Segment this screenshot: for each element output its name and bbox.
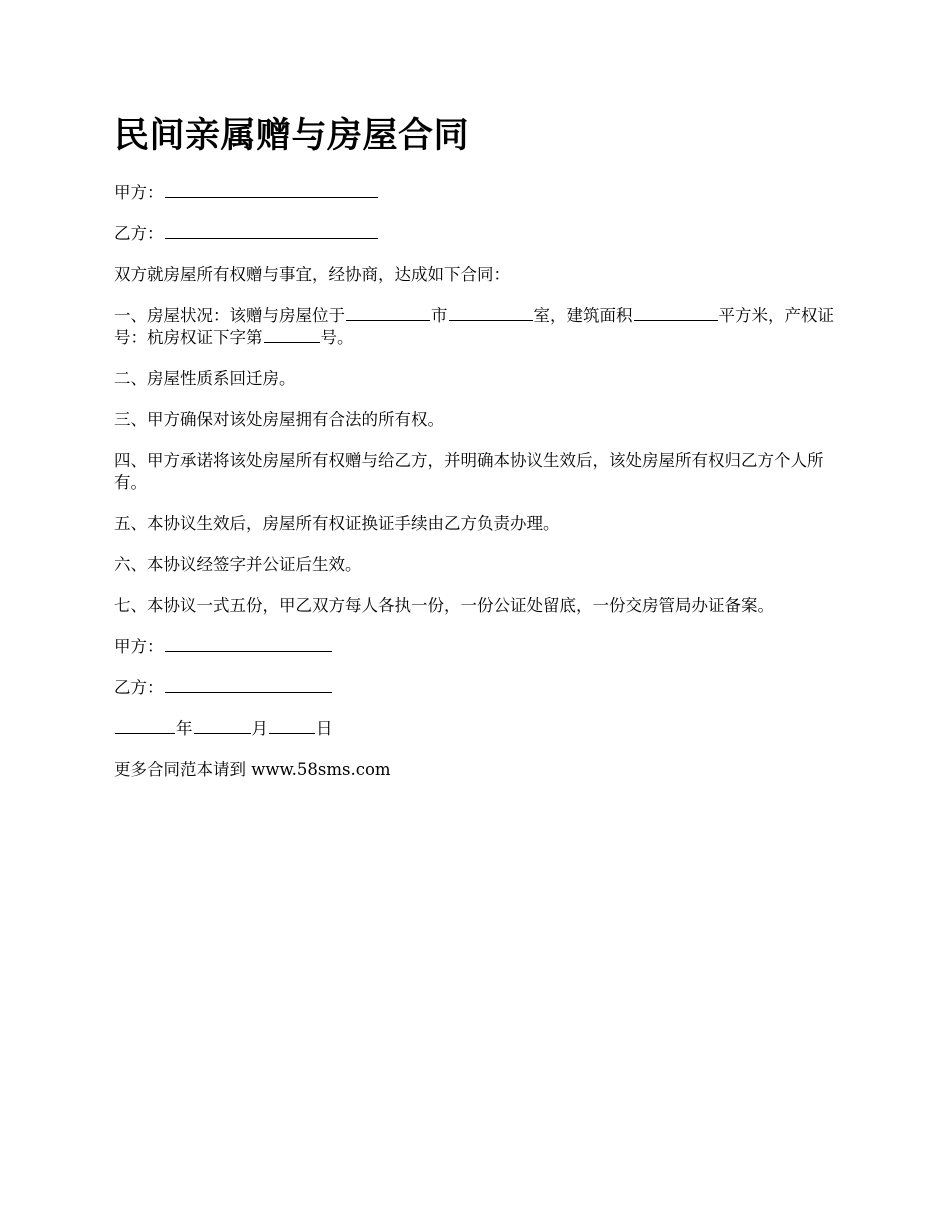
intro-paragraph: 双方就房屋所有权赠与事宜，经协商，达成如下合同： xyxy=(114,265,510,284)
party-b-line xyxy=(114,223,854,245)
area-blank xyxy=(634,305,718,321)
party-a-line xyxy=(114,182,854,204)
footer-note: 更多合同范本请到 www.58sms.com xyxy=(114,760,391,779)
clause-3: 三、甲方确保对该处房屋拥有合法的所有权。 xyxy=(114,410,444,429)
clause-1-text-2: 市 xyxy=(431,306,448,325)
document-body xyxy=(114,112,854,800)
signature-a-line xyxy=(114,636,854,658)
month-blank xyxy=(194,718,251,734)
certificate-number-blank xyxy=(264,327,320,343)
clause-5: 五、本协议生效后，房屋所有权证换证手续由乙方负责办理。 xyxy=(114,514,560,533)
clause-6: 六、本协议经签字并公证后生效。 xyxy=(114,555,362,574)
clause-2: 二、房屋性质系回迁房。 xyxy=(114,369,296,388)
clause-4: 四、甲方承诺将该处房屋所有权赠与给乙方，并明确本协议生效后，该处房屋所有权归乙方个人所有。 xyxy=(114,451,824,492)
day-blank xyxy=(269,718,315,734)
month-label: 月 xyxy=(251,719,268,738)
signature-a-blank xyxy=(165,636,332,652)
clause-1-text-4: 平方米，产权证号：杭房权证下字第 xyxy=(114,306,834,347)
clause-1 xyxy=(114,305,854,349)
clause-1-text-1: 一、房屋状况：该赠与房屋位于 xyxy=(114,306,345,325)
party-a-label: 甲方： xyxy=(114,183,164,202)
signature-a-label: 甲方： xyxy=(114,637,164,656)
city-blank xyxy=(346,305,430,321)
clause-1-text-5: 号。 xyxy=(320,328,354,347)
year-blank xyxy=(115,718,175,734)
document-title: 民间亲属赠与房屋合同 xyxy=(114,116,470,156)
year-label: 年 xyxy=(176,719,193,738)
signature-b-label: 乙方： xyxy=(114,678,164,697)
clause-1-text-3: 室，建筑面积 xyxy=(533,306,633,325)
signature-b-blank xyxy=(165,677,332,693)
date-line xyxy=(114,718,854,740)
signature-b-line xyxy=(114,677,854,699)
party-a-blank xyxy=(165,182,378,198)
party-b-blank xyxy=(165,223,378,239)
day-label: 日 xyxy=(316,719,333,738)
party-b-label: 乙方： xyxy=(114,224,164,243)
room-blank xyxy=(449,305,533,321)
clause-7: 七、本协议一式五份，甲乙双方每人各执一份，一份公证处留底，一份交房管局办证备案。 xyxy=(114,596,774,615)
